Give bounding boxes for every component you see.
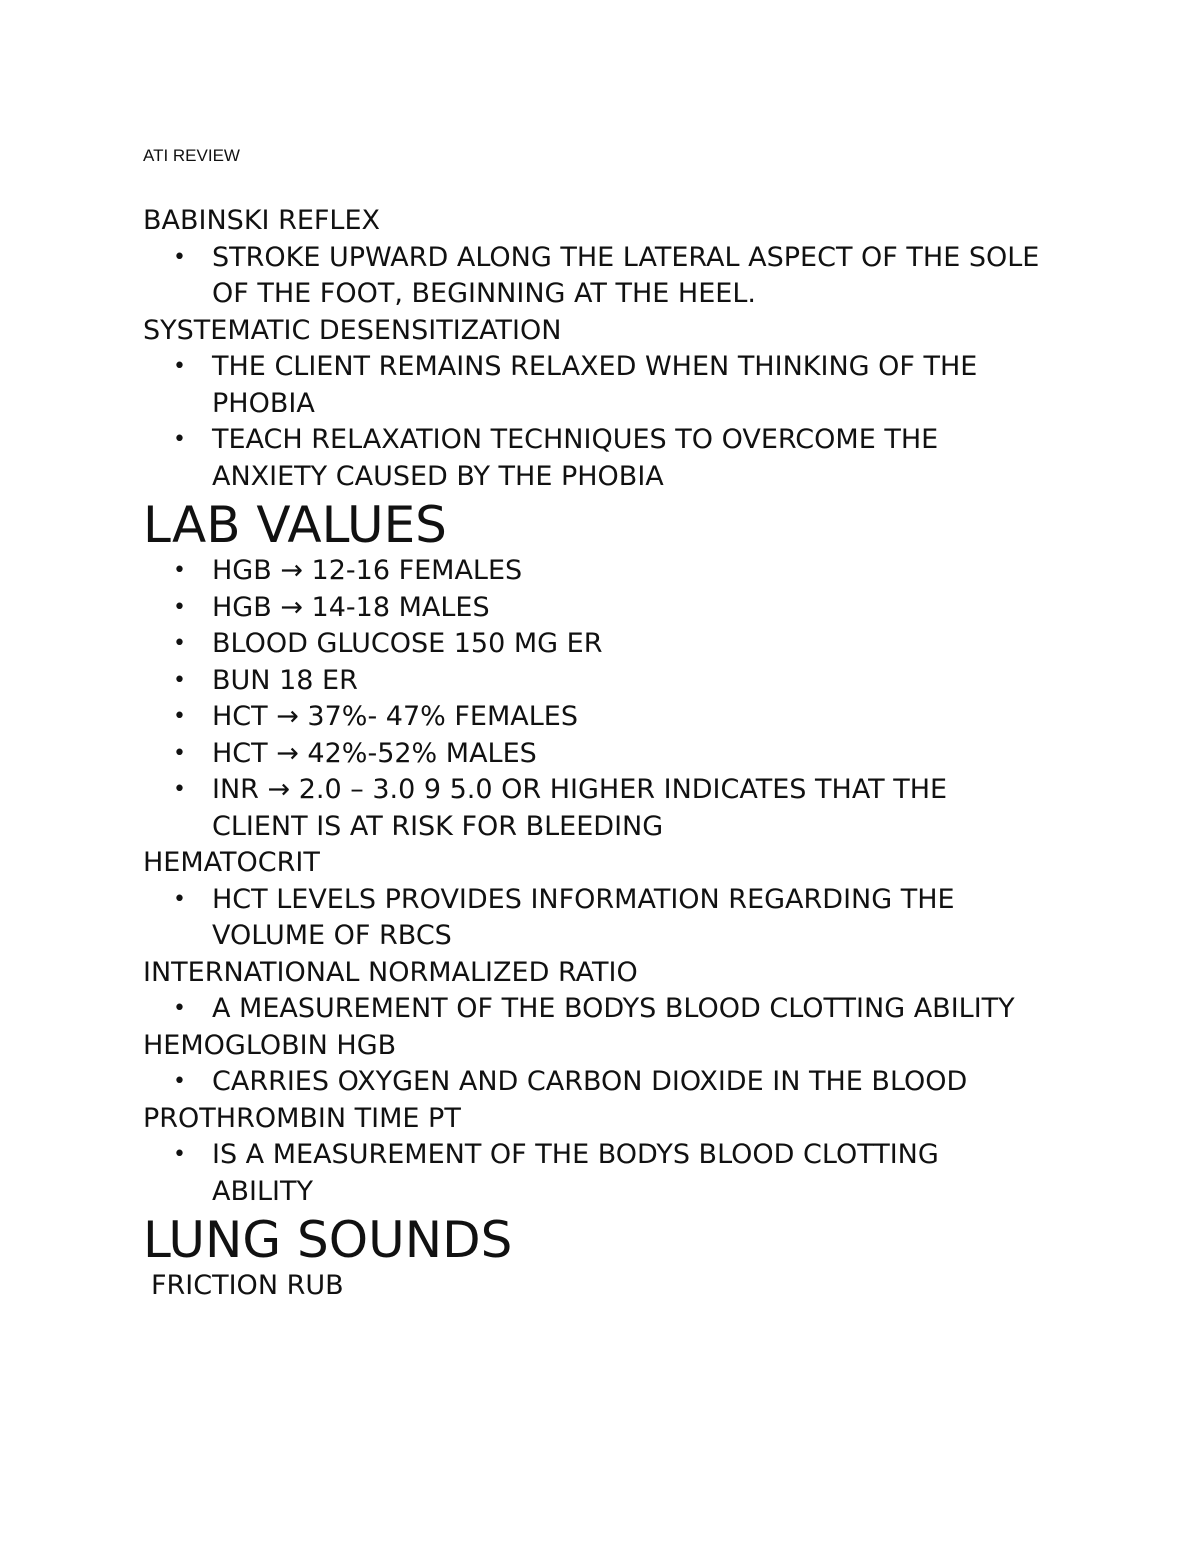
- bullet-icon: •: [173, 740, 186, 766]
- list-item: • STROKE UPWARD ALONG THE LATERAL ASPECT OF THE SOLE OF THE FOOT, BEGINNING AT THE HEEL.: [173, 241, 1040, 309]
- bullet-icon: •: [173, 667, 186, 693]
- bullet-icon: •: [173, 1142, 186, 1167]
- list-item: • HGB → 12-16 FEMALES: [212, 553, 1042, 590]
- bullet-list-hemoglobin: [143, 1064, 1043, 1101]
- section-title-babinski: BABINSKI REFLEX: [143, 205, 381, 236]
- list-item: • HGB → 14-18 MALES: [212, 590, 1042, 627]
- bullet-list-hematocrit: [143, 882, 1043, 955]
- bullet-icon: •: [173, 704, 186, 729]
- bullet-icon: •: [173, 886, 186, 912]
- bullet-icon: •: [173, 1069, 186, 1094]
- bullet-icon: •: [173, 244, 186, 270]
- section-title-prothrombin: PROTHROMBIN TIME PT: [143, 1102, 461, 1134]
- section-title-hemoglobin: HEMOGLOBIN HGB: [143, 1029, 397, 1061]
- bullet-icon: •: [173, 354, 186, 379]
- bullet-list-inr: [143, 991, 1043, 1028]
- list-item: • HCT → 37%- 47% FEMALES: [212, 699, 1042, 736]
- bullet-icon: •: [173, 777, 186, 802]
- section-title-inr: INTERNATIONAL NORMALIZED RATIO: [143, 956, 638, 988]
- bullet-list-lab-values: [143, 553, 1043, 845]
- bullet-icon: •: [173, 996, 186, 1021]
- list-item: • HCT LEVELS PROVIDES INFORMATION REGARDING THE VOLUME OF RBCS: [173, 883, 955, 951]
- section-title-lab-values: LAB VALUES: [143, 496, 447, 554]
- list-item: • BLOOD GLUCOSE 150 MG ER: [212, 626, 1042, 663]
- list-item: • A MEASUREMENT OF THE BODYS BLOOD CLOTTING ABILITY: [212, 991, 1042, 1028]
- section-title-hematocrit: HEMATOCRIT: [143, 847, 320, 878]
- bullet-icon: •: [173, 594, 186, 620]
- bullet-list-babinski: [143, 240, 1043, 313]
- list-item: • CARRIES OXYGEN AND CARBON DIOXIDE IN THE BLOOD: [212, 1064, 1042, 1101]
- list-item: • TEACH RELAXATION TECHNIQUES TO OVERCOME THE ANXIETY CAUSED BY THE PHOBIA: [173, 424, 939, 492]
- bullet-icon: •: [173, 427, 186, 452]
- bullet-list-desensitization: [143, 349, 1043, 495]
- bullet-icon: •: [173, 631, 186, 656]
- list-item: • INR → 2.0 – 3.0 9 5.0 OR HIGHER INDICATES THAT THE CLIENT IS AT RISK FOR BLEEDING: [173, 774, 948, 842]
- bullet-icon: •: [173, 558, 186, 583]
- bullet-list-prothrombin: [143, 1137, 1043, 1210]
- list-item: • HCT → 42%-52% MALES: [212, 736, 1042, 773]
- section-title-desensitization: SYSTEMATIC DESENSITIZATION: [143, 314, 562, 346]
- document-content: [143, 203, 1043, 1305]
- document-header: ATI REVIEW: [143, 146, 240, 165]
- list-item: • THE CLIENT REMAINS RELAXED WHEN THINKING OF THE PHOBIA: [173, 351, 978, 419]
- list-item: • IS A MEASUREMENT OF THE BODYS BLOOD CLOTTING ABILITY: [173, 1139, 939, 1207]
- section-title-lung-sounds: LUNG SOUNDS: [143, 1211, 513, 1269]
- list-item: • BUN 18 ER: [212, 663, 1042, 700]
- subheading-friction-rub: FRICTION RUB: [151, 1270, 344, 1301]
